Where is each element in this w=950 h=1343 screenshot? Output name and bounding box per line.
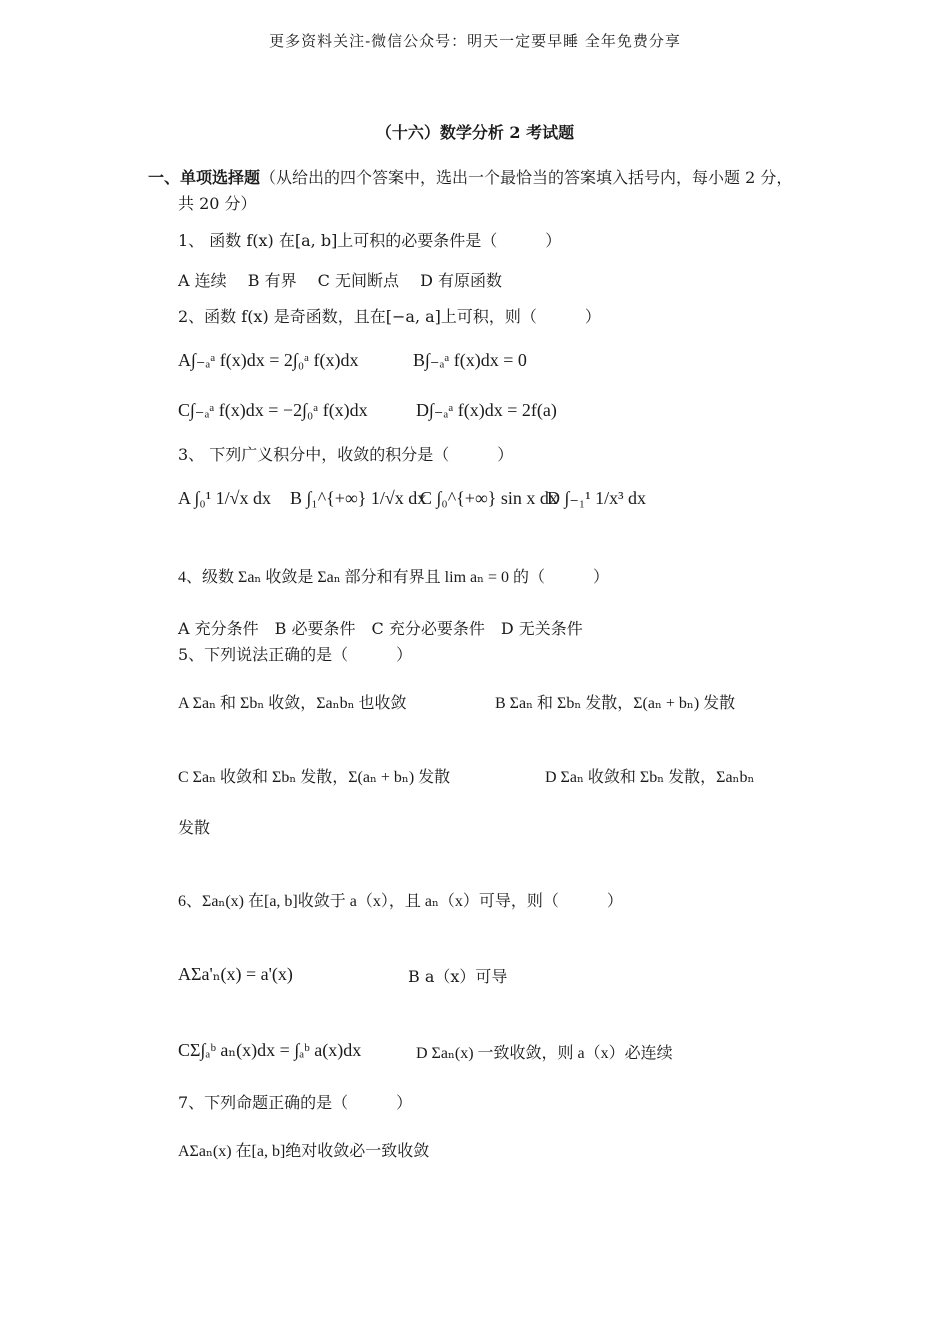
q5-option-a: A Σaₙ 和 Σbₙ 收敛，Σaₙbₙ 也收敛: [178, 695, 407, 712]
q3-stem: 3、 下列广义积分中，收敛的积分是（ ）: [178, 445, 514, 464]
q5-option-d: D Σaₙ 收敛和 Σbₙ 发散，Σaₙbₙ: [545, 769, 755, 786]
q3-option-a: A ∫₀¹ 1/√x dx: [178, 488, 271, 508]
q7-option-a: AΣaₙ(x) 在[a, b]绝对收敛必一致收敛: [178, 1143, 430, 1160]
q2-option-b: B∫₋ₐᵃ f(x)dx = 0: [413, 350, 527, 370]
q3-option-c: C ∫₀^{+∞} sin x dx: [420, 488, 558, 508]
q6-option-b: B a（x）可导: [408, 967, 508, 986]
section-instruction-cont: 共 20 分）: [178, 194, 257, 213]
q5-option-b: B Σaₙ 和 Σbₙ 发散，Σ(aₙ + bₙ) 发散: [495, 695, 736, 712]
q6-stem: 6、Σaₙ(x) 在[a, b]收敛于 a（x），且 aₙ（x）可导，则（ ）: [178, 893, 623, 910]
q2-option-c: C∫₋ₐᵃ f(x)dx = −2∫₀ᵃ f(x)dx: [178, 400, 368, 420]
q3-option-b: B ∫₁^{+∞} 1/√x dx: [290, 488, 427, 508]
q4-stem: 4、级数 Σaₙ 收敛是 Σaₙ 部分和有界且 lim aₙ = 0 的（ ）: [178, 569, 610, 586]
q1-stem: 1、 函数 f(x) 在[a, b]上可积的必要条件是（ ）: [178, 231, 562, 250]
q6-option-d: D Σaₙ(x) 一致收敛，则 a（x）必连续: [416, 1045, 673, 1062]
q2-option-a: A∫₋ₐᵃ f(x)dx = 2∫₀ᵃ f(x)dx: [178, 350, 359, 370]
q3-option-d: D ∫₋₁¹ 1/x³ dx: [547, 488, 646, 508]
q6-option-c: CΣ∫ₐᵇ aₙ(x)dx = ∫ₐᵇ a(x)dx: [178, 1040, 362, 1060]
q1-options: A 连续 B 有界 C 无间断点 D 有原函数: [178, 271, 502, 290]
q4-options: A 充分条件 B 必要条件 C 充分必要条件 D 无关条件: [178, 619, 583, 638]
section-instruction: （从给出的四个答案中，选出一个最恰当的答案填入括号内，每小题 2 分，: [260, 168, 793, 187]
page-header: 更多资料关注-微信公众号：明天一定要早睡 全年免费分享: [269, 32, 681, 50]
q2-option-d: D∫₋ₐᵃ f(x)dx = 2f(a): [416, 400, 557, 420]
q2-stem: 2、函数 f(x) 是奇函数，且在[−a, a]上可积，则（ ）: [178, 307, 601, 326]
section-label: 一、单项选择题: [148, 168, 261, 187]
q7-stem: 7、下列命题正确的是（ ）: [178, 1093, 413, 1112]
section-heading: [148, 165, 792, 191]
q5-option-d-cont: 发散: [178, 818, 211, 837]
q6-option-a: AΣa'ₙ(x) = a'(x): [178, 964, 293, 984]
q5-option-c: C Σaₙ 收敛和 Σbₙ 发散，Σ(aₙ + bₙ) 发散: [178, 769, 451, 786]
q5-stem: 5、下列说法正确的是（ ）: [178, 645, 413, 664]
exam-title: （十六）数学分析 2 考试题: [375, 123, 575, 142]
